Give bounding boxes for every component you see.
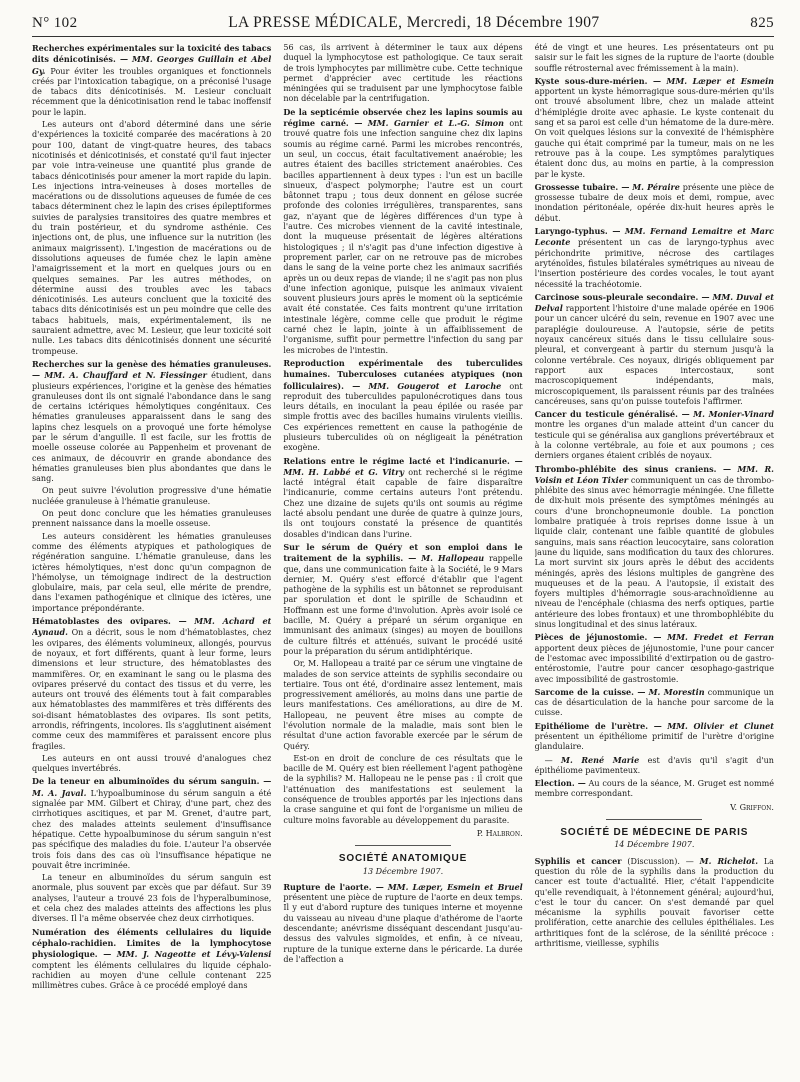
article-text: On a décrit, sous le nom d'hématoblastes, chez les ovipares, des éléments volumineux, allongés, pourvus de noyaux, et fort différents, quant à leur forme, leurs dimensions et leur structure, des hématoblastes des mammifères. Or, en examinant le sang ou le plasma des ovipares préservé du contact des tissus et du verre, les auteurs ont trouvé des éléments tout à fait comparables aux hématoblastes des mammifères et très différents des soi-disant hématoblastes des ovipares. Ils sont petits, arrondis, réfringents, incolores. Ils s'agglutinent aisément comme ceux des mammifères et paraissent encore plus fragiles. [32, 628, 272, 751]
article-text: rapportent l'histoire d'une malade opérée en 1906 pour un cancer ulcéré du sein, revenue en 1907 avec une paraplégie douloureuse. A l'autopsie, série de petits noyaux cancéreux situés dans le tissu cellulaire sous-pleural, et convergeant à partir du sternum jusqu'à la colonne vertébrale. Ces noyaux, dirigés obliquement par rapport aux espaces intercostaux, sont macroscopiquement indépendants, mais, microscopiquement, ils paraissent réunis par des traînées cancéreuses, sans qu'on puisse toutefois l'affirmer. [534, 304, 774, 406]
header-rule [32, 36, 774, 37]
column-3 [535, 43, 774, 1078]
article-text: Pour éviter les troubles organiques et fonctionnels créés par l'intoxication tabagique, on a préconisé l'usage de tabacs dits dénicotinisés. M. Lesieur concluait récemment que la dénicotinisation rend le tabac inoffensif pour le lapin. [32, 66, 272, 117]
article-authors: MM. H. Labbé et G. Vitry [283, 466, 405, 477]
article-authors: M. Morestin [648, 686, 705, 697]
article-title: Thrombo-phlébite des sinus craniens. — [534, 463, 732, 474]
article-text: ont recherché si le régime lacté intégral était capable de faire disparaître l'indicanurie, comme certains auteurs l'ont prétendu. Chez une dizaine de sujets qu'ils ont soumis au régime lacté absolu pendant une durée de quatre à quinze jours, ils ont toujours constaté la présence de quantités dosables d'indican dans l'urine. [283, 467, 523, 539]
article-rupture-aorte [283, 882, 522, 965]
article-text: comptent les éléments cellulaires du liquide céphalo-rachidien au moyen d'une cellule contenant 225 millimètres cubes. Grâce à ce procédé employé dans [32, 960, 272, 991]
article-numeration [32, 927, 271, 992]
article-text: apportent un kyste hémorragique sous-dure-mérien qu'ils ont trouvé absolument libre, chez un malade atteint d'hémiplégie droite avec aphasie. Le kyste contenait du sang et sa paroi est celle d'un hématome de la dure-mère. On voit quelques lésions sur la convexité de l'hémisphère gauche qui était comprimé par la tumeur, mais on ne les retrouve pas à la coupe. Les symptômes paralytiques étaient donc dus, au moins en partie, à la compression par le kyste. [534, 87, 774, 179]
paragraph: On peut suivre l'évolution progressive d'une hématie nucléée granuleuse à l'hématie granuleuse. [32, 486, 272, 506]
article-text: rappelle que, dans une communication faite à la Société, le 9 Mars dernier, M. Quéry s'est efforcé d'établir que l'agent pathogène de la syphilis est un bâtonnet se reproduisant par sporulation et dont le spirille de Schaudinn et Hoffmann est une forme d'involution. Après avoir isolé ce bacille, M. Quéry a préparé un sérum organique en immunisant des animaux (singes) au moyen de bouillons de culture filtrés et atténués, suivant le procédé usité pour la préparation du sérum antidiphtérique. [283, 554, 523, 656]
section-title: SOCIÉTÉ DE MÉDECINE DE PARIS [560, 827, 749, 839]
article-authors: MM. Gougerot et Laroche [368, 380, 502, 391]
article-title: De la septicémie observée chez les lapins soumis au régime carné. — [283, 106, 523, 129]
article-subtitle: (Discussion). — [627, 856, 694, 866]
section-date: 14 Décembre 1907. [614, 840, 695, 850]
article-authors: M. Hallopeau [421, 553, 485, 564]
article-title: Sarcome de la cuisse. — [534, 686, 646, 697]
article-authors: MM. A. Chauffard et N. Fiessinger [44, 370, 207, 381]
section-divider [606, 819, 702, 820]
paragraph: Les auteurs considèrent les hématies granuleuses comme des éléments atypiques et pathologiques de régénération sanguine. L'hématie granuleuse, dans les ictères hémolytiques, n'est donc qu'un compagnon de l'hémolyse, un témoignage indirect de la destruction globulaire, mais, par cela seul, elle mérite de prendre, dans l'examen pathogénique et clinique des ictères, une importance prépondérante. [32, 531, 272, 613]
section-divider [355, 845, 451, 846]
article-text: communique un cas de désarticulation de la hanche pour sarcome de la cuisse. [534, 687, 774, 718]
article-text: est d'avis qu'il s'agit d'un épithéliome pavimenteux. [534, 755, 774, 775]
article-title: Recherches expérimentales sur la toxicité des tabacs dits dénicotinisés. — [32, 43, 272, 65]
article-text: présentent un épithéliome primitif de l'urètre d'origine glandulaire. [534, 732, 774, 752]
article-thrombo [535, 464, 774, 631]
dash: — [544, 755, 553, 765]
article-kyste [535, 76, 774, 180]
article-text: montre les organes d'un malade atteint d'un cancer du testicule qui se généralisa aux ganglions prévertébraux et à la colonne vertébrale, au foie et aux poumons ; ces derniers organes étaient criblés de noyaux. [534, 420, 774, 461]
article-hematies [32, 359, 271, 485]
article-sarcome [535, 687, 774, 719]
article-text: La question du rôle de la syphilis dans la production du cancer est toute d'actualité. Hier, c'était l'appendicite qu'elle revendiquait, à l'étonnement général; aujourd'hui, c'est le tour du cancer. On s'est demandé par quel mécanisme la syphilis pouvait favoriser cette prolifération, cette anarchie des cellules épithéliales. Les arthritiques font de la sclérose, de la sénilité précoce : arthritisme, vieillesse, syphilis [534, 856, 774, 949]
article-title: Sur le sérum de Quéry et son emploi dans le traitement de la syphilis. — [283, 541, 523, 564]
paragraph: Les auteurs en ont aussi trouvé d'analogues chez quelques invertébrés. [32, 753, 272, 774]
paragraph: Les auteurs ont d'abord déterminé dans une série d'expériences la toxicité comparée des macérations à 20 pour 100, datant de vingt-quatre heures, des tabacs nicotinisés et dénicotinisés, et constaté qu'il faut injecter par voie intra-veineuse une quantité plus grande de tabacs dénicotinisés pour amener la mort rapide du lapin. Les injections intra-veineuses à doses mortelles de macérations ou de dissolutions aqueuses de fumée de ces tabacs déterminent chez le lapin des crises épileptiformes suivies de paralysies transitoires des quatre membres et du train postérieur, et du syndrome asthénie. Ces injections ont, de plus, une influence sur la nutrition (les animaux maigrissent). L'ingestion de macérations ou de dissolutions aqueuses de fumée chez le lapin amène l'amaigrissement et la mort en quelques jours ou en quelques semaines. Par les autres méthodes, on détermine aussi des troubles avec les tabacs dénicotinisés. Les auteurs concluent que la toxicité des tabacs dits dénicotinisés est un peu moindre que celle des tabacs habituels, mais, expérimentalement, ils ne sauraient admettre, avec M. Lesieur, que leur toxicité soit nulle. Les tabacs dits dénicotinisés donnent une sécurité trompeuse. [32, 120, 272, 356]
text-columns [32, 43, 774, 1078]
article-septicemie [283, 107, 522, 356]
signature: P. Halbron. [476, 828, 523, 838]
article-text: L'hypoalbuminose du sérum sanguin a été signalée par MM. Gilbert et Chiray, d'une part, chez des cirrhotiques ascitiques, et par M. Grenet, d'autre part, chez des malades atteints seulement d'insuffisance hépatique. Cette hypoalbuminose du sérum sanguin n'est pas spécifique des maladies du foie. L'auteur l'a observée trois fois dans des cas où l'insuffisance hépatique ne pouvait être incriminée. [32, 788, 272, 870]
article-title: Cancer du testicule généralisé. — [534, 409, 690, 420]
paragraph: Est-on en droit de conclure de ces résultats que le bacille de M. Quéry est bien réellement l'agent pathogène de la syphilis? M. Hallopeau ne le pense pas : il croit que l'atténuation des manifestations est seulement la conséquence de troubles apportés par les injections dans la crase sanguine et qui font de l'organisme un milieu de culture moins favorable au développement du parasite. [283, 753, 523, 825]
article-title: Syphilis et cancer [534, 855, 622, 866]
article-election [535, 778, 774, 800]
article-authors: MM. J. Nageotte et Lévy-Valensi [116, 949, 272, 960]
article-authors: M. Monier-Vinard [693, 409, 774, 420]
article-title: Rupture de l'aorte. — [283, 881, 384, 892]
article-authors: MM. Olivier et Clunet [667, 720, 774, 731]
article-authors: MM. Achard et Aynaud. [32, 616, 272, 638]
article-carcinose [535, 292, 774, 407]
article-text: Au cours de la séance, M. Gruget est nommé membre correspondant. [534, 779, 774, 799]
article-authors: MM. Fredet et Ferran [667, 632, 774, 643]
article-laryngo [535, 226, 774, 290]
paragraph: Or, M. Hallopeau a traité par ce sérum une vingtaine de malades de son service atteints de syphilis secondaire ou tertiaire. Tous ont été, d'ordinaire assez lentement, mais progressivement améliorés, au moins dans une partie de leurs manifestations. Ces améliorations, au dire de M. Hallopeau, ne peuvent être mises au compte de l'évolution normale de la maladie, mais sont bien le résultat d'une action favorable exercée par le sérum de Quéry. [283, 659, 523, 751]
article-authors: M. A. Javal. [32, 787, 87, 798]
article-grossesse [535, 182, 774, 224]
article-epitheliome [535, 721, 774, 753]
article-authors: MM. Læper, Esmein et Bruel [387, 881, 523, 892]
article-hematoblastes [32, 616, 271, 752]
article-text: étudient, dans plusieurs expériences, l'origine et la genèse des hématies granuleuses dont ils ont signalé l'abondance dans le sang de certains ictériques hémolytiques congénitaux. Ces hématies granuleuses apparaissent dans le sang des lapins chez lesquels on a provoqué une forte hémolyse par le sérum d'anguille. Il est facile, sur les frottis de moelle osseuse colorée au Pappenheim et provenant de ces animaux, de découvrir en grande abondance des hématies granuleuses bien plus abondantes que dans le sang. [32, 371, 272, 484]
article-text: ont trouvé quatre fois une infection sanguine chez dix lapins soumis au régime carné. Parmi les microbes rencontrés, un seul, un coccus, était facultativement anaérobie; les autres étaient des bacilles strictement anaérobies. Ces bacilles appartiennent à deux types : l'un est un bacille sinueux, d'aspect polymorphe; l'autre est un court bâtonnet trapu ; tous deux donnent en gélose sucrée profonde des colonies irrégulières, transparentes, sans gaz, n'ayant que de légères différences d'un type à l'autre. Ces microbes viennent de la cavité intestinale, dont la muqueuse présentait de légères altérations histologiques ; il n's'agit pas d'une infection digestive à proprement parler, car on ne retrouve pas de microbes dans le sang de la veine porte chez les animaux sacrifiés après un ou deux repas de viande; il ne s'agit pas non plus d'une infection agonique, puisque les animaux vivaient souvent plusieurs jours après le moment où la septicémie avait été constatée. Ces faits montrent qu'une irritation intestinale légère, comme celle que produit le régime carné chez le lapin, jointe à un affaiblissement de l'organisme, suffit pour permettre l'infection du sang par les microbes de l'intestin. [283, 119, 523, 355]
article-title: Kyste sous-dure-mérien. — [534, 75, 662, 86]
article-title: Reproduction expérimentale des tuberculides humaines. Tuberculoses cutanées atypiques (non folliculaires). — [283, 357, 523, 391]
article-text: ont reproduit des tuberculides papulonécrotiques dans tous leurs détails, en inoculant la peau épilée ou rasée par simple frottis avec des bacilles humains virulents vieillis. Ces expériences remettent en cause la pathogénie de plusieurs tuberculides où on négligeait la pénétration exogène. [283, 381, 523, 453]
article-text: présentent une pièce de rupture de l'aorte en deux temps. Il y eut d'abord rupture des tuniques interne et moyenne du vaisseau au niveau d'une plaque d'athérome de l'aorte descendante; anévrisme disséquant descendant jusqu'au-dessus des valvules sigmoïdes, et enfin, à ce niveau, rupture de la tunique externe dans le péricarde. La durée de l'affection a [283, 893, 523, 964]
article-authors: MM. Garnier et L.-G. Simon [367, 118, 505, 129]
article-title: Relations entre le régime lacté et l'indicanurie. — [283, 455, 523, 466]
article-title: Numération des éléments cellulaires du liquide céphalo-rachidien. Limites de la lymphocytose physiologique. — [32, 926, 272, 960]
article-title: Pièces de jéjunostomie. — [534, 632, 662, 643]
paragraph: 56 cas, ils arrivent à déterminer le taux aux dépens duquel la lymphocytose est pathologique. Ce taux serait de trois lymphocytes par millimètre cube. Cette technique permet d'apprécier avec certitude les réactions méningées qui se traduisent par une lymphocytose faible non décelable par la centrifugation. [283, 43, 523, 104]
article-authors: MM. Læper et Esmein [666, 75, 774, 86]
paragraph: La teneur en albuminoïdes du sérum sanguin est anormale, plus souvent par excès que par défaut. Sur 39 analyses, l'auteur a trouvé 23 fois de l'hyperalbuminose, et cela chez des malades atteints des affections les plus diverses. Il l'a même observée chez deux cirrhotiques. [32, 873, 272, 924]
paragraph: On peut donc conclure que les hématies granuleuses prennent naissance dans la moelle osseuse. [32, 509, 272, 529]
article-jejunostomie [535, 632, 774, 684]
article-text: présente une pièce de grossesse tubaire de deux mois et demi, rompue, avec inondation péritonéale, opérée dix-huit heures après le début. [534, 182, 774, 223]
issue-number: N° 102 [32, 15, 78, 31]
article-authors: MM. Fernand Lemaitre et Marc Leconte [534, 226, 774, 248]
article-serum-query [283, 542, 522, 657]
column-1 [32, 43, 271, 1078]
article-tabacs [32, 43, 271, 118]
article-authors: M. Péraire [632, 181, 680, 192]
journal-title: LA PRESSE MÉDICALE, Mercredi, 18 Décembre 1907 [228, 14, 600, 31]
article-authors: MM. Duval et Delval [534, 291, 774, 314]
article-syphilis-cancer [535, 856, 774, 950]
article-text: présentent un cas de laryngo-typhus avec périchondrite primitive, nécrose des cartilages aryténoïdes, fistules bilatérales symétriques au niveau de l'insertion postérieure des cordes vocales, le tout ayant nécessité la trachéotomie. [534, 238, 774, 289]
article-indicanurie [283, 456, 522, 540]
column-2 [283, 43, 522, 1078]
article-title: Election. — [534, 778, 586, 789]
article-title: De la teneur en albuminoïdes du sérum sanguin. — [32, 776, 272, 787]
article-title: Epithéliome de l'urètre. — [534, 720, 662, 731]
article-albuminoides [32, 776, 271, 871]
running-header [32, 14, 774, 32]
article-title: Carcinose sous-pleurale secondaire. — [534, 291, 710, 302]
paragraph [535, 755, 774, 777]
article-text: communiquent un cas de thrombo-phlébite des sinus avec hémorragie méningée. Une fillette de dix-huit mois présente des symptômes méningés au cours d'une bronchopneumonie double. La ponction lombaire pratiquée à trois reprises donne issue à un liquide clair, contenant une faible quantité de globules sanguins, mais sans réaction leucocytaire, sans coloration jaune du liquide, sans modification du taux des chlorures. La mort survint six jours après le début des accidents méningés, après des lésions multiples de gangrène des muqueuses et de la peau. A l'autopsie, il existait des foyers multiples d'hémorragie sous-arachnoïdienne au niveau de l'encéphale (chiasma des nerfs optiques, partie antérieure des lobes frontaux) et une thrombophlébite du sinus longitudinal et des sinus latéraux. [534, 475, 774, 630]
article-authors: M. Richelot. [699, 855, 758, 866]
article-title: Recherches sur la genèse des hématies granuleuses. — [32, 358, 272, 381]
paragraph: été de vingt et une heures. Les présentateurs ont pu saisir sur le fait les signes de la rupture de l'aorte (double souffle rétrosternal avec frémissement à la main). [534, 43, 774, 73]
article-testicule [535, 409, 774, 461]
article-title: Grossesse tubaire. — [534, 181, 630, 192]
article-text: apportent deux pièces de jéjunostomie, l'une pour cancer de l'estomac avec impossibilité d'extirpation ou de gastro-entérostomie, l'autre pour cancer œsophago-gastrique avec impossibilité de gastrostomie. [534, 643, 774, 684]
page-number: 825 [750, 15, 774, 31]
article-authors: MM. R. Voisin et Léon Tixier [534, 463, 774, 485]
signature: V. Griffon. [730, 802, 774, 812]
article-title: Laryngo-typhus. — [534, 226, 621, 237]
section-title: SOCIÉTÉ ANATOMIQUE [338, 853, 468, 865]
article-authors: M. René Marie [561, 754, 640, 765]
article-title: Hématoblastes des ovipares. — [32, 616, 187, 627]
article-authors: MM. Georges Guillain et Abel Gy. [32, 54, 272, 76]
section-date: 13 Décembre 1907. [362, 866, 444, 876]
article-tuberculides [283, 358, 522, 454]
